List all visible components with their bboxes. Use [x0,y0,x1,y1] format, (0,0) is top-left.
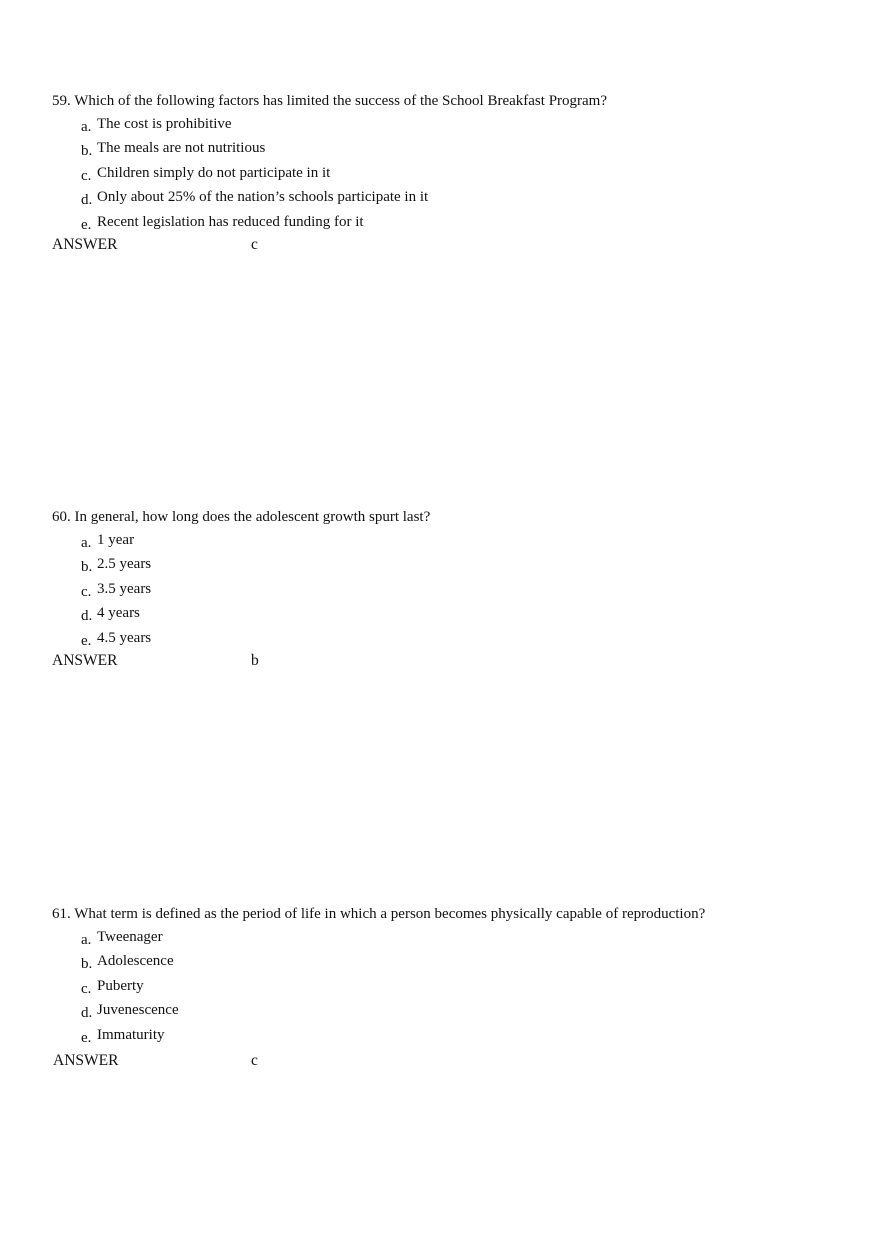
option-d [81,601,852,625]
question-stem [52,508,852,526]
option-list [81,925,852,1047]
option-b [81,949,852,973]
option-text: Tweenager [97,929,163,945]
option-text: 4 years [97,605,140,622]
option-letter: b. [81,143,93,160]
question-60 [52,508,852,671]
option-text: Children simply do not participate in it [97,164,331,181]
option-a [81,925,852,949]
question-number: 60. [52,509,71,525]
option-text: Juvenescence [97,1002,179,1019]
option-letter: e. [81,216,92,233]
option-list [81,112,852,234]
option-c [81,161,852,185]
option-a [81,112,852,136]
option-letter: d. [81,1005,93,1022]
question-number: 59. [52,93,71,109]
option-text: 3.5 years [97,580,152,597]
option-letter: c. [81,167,92,184]
option-text: 4.5 years [97,629,152,646]
answer-label: ANSWER [53,1051,119,1069]
answer-value: c [251,1051,258,1069]
option-text: Recent legislation has reduced funding for it [97,213,364,230]
option-letter: d. [81,608,93,625]
answer-row [52,235,852,255]
question-number: 61. [52,906,71,922]
option-text: 1 year [97,532,135,548]
question-61 [52,905,852,1071]
question-stem [52,92,852,110]
option-letter: a. [81,932,92,948]
option-b [81,136,852,160]
answer-value: c [251,235,258,253]
answer-row [52,651,852,671]
option-d [81,998,852,1022]
option-c [81,974,852,998]
answer-row [52,1051,852,1071]
question-59 [52,92,852,255]
option-letter: b. [81,559,93,576]
answer-label: ANSWER [52,235,118,253]
option-e [81,1023,852,1047]
question-text: Which of the following factors has limited the success of the School Breakfast Program? [74,93,608,109]
option-list [81,528,852,650]
option-e [81,210,852,234]
option-text: 2.5 years [97,556,152,573]
question-text: What term is defined as the period of life in which a person becomes physically capable of reproduction? [74,906,706,922]
question-text: In general, how long does the adolescent growth spurt last? [74,509,431,525]
option-e [81,626,852,650]
option-text: Immaturity [97,1026,165,1043]
option-letter: c. [81,980,92,997]
option-letter: c. [81,583,92,600]
option-a [81,528,852,552]
option-letter: e. [81,1029,92,1046]
option-b [81,552,852,576]
answer-value: b [251,651,259,669]
option-text: Adolescence [97,953,174,970]
option-text: Puberty [97,977,144,994]
option-letter: d. [81,192,93,209]
question-stem [52,905,852,923]
option-letter: b. [81,956,93,973]
option-letter: a. [81,119,92,135]
option-d [81,185,852,209]
option-text: The meals are not nutritious [97,140,266,157]
option-letter: e. [81,632,92,649]
answer-label: ANSWER [52,651,118,669]
option-text: Only about 25% of the nation’s schools participate in it [97,189,429,206]
option-c [81,577,852,601]
option-letter: a. [81,535,92,551]
option-text: The cost is prohibitive [97,116,232,132]
